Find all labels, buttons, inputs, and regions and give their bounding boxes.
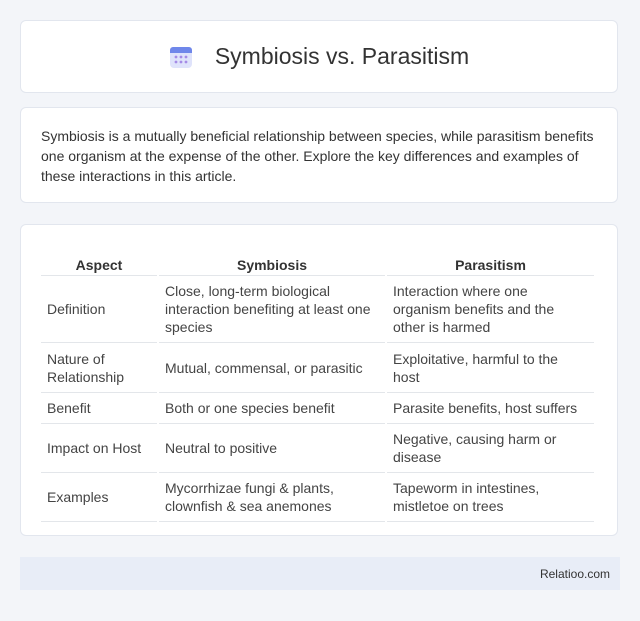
comparison-table — [39, 245, 596, 522]
page-title: Symbiosis vs. Parasitism — [214, 43, 470, 69]
header-aspect: Aspect — [41, 245, 157, 276]
cell-aspect: Impact on Host — [41, 424, 157, 473]
cell-aspect: Examples — [41, 473, 157, 522]
intro-text: Symbiosis is a mutually beneficial relationship between species, while parasitism benefits one organism at the expense of the other. Explore the key differences and examples of these interactions in this article. — [41, 128, 594, 184]
cell-symbiosis: Close, long-term biological interaction benefiting at least one species — [159, 276, 385, 343]
cell-symbiosis: Mutual, commensal, or parasitic — [159, 343, 385, 393]
table-row — [41, 393, 594, 424]
cell-symbiosis: Mycorrhizae fungi & plants, clownfish & sea anemones — [159, 473, 385, 522]
cell-parasitism: Interaction where one organism benefits and the other is harmed — [387, 276, 594, 343]
header-symbiosis: Symbiosis — [159, 245, 385, 276]
cell-aspect: Benefit — [41, 393, 157, 424]
title-wrap — [169, 43, 469, 70]
table-row — [41, 424, 594, 473]
cell-aspect: Definition — [41, 276, 157, 343]
cell-parasitism: Negative, causing harm or disease — [387, 424, 594, 473]
footer-site-link[interactable]: Relatioo.com — [539, 566, 610, 581]
header-card — [20, 20, 618, 93]
table-row — [41, 343, 594, 393]
table-row — [41, 276, 594, 343]
cell-aspect: Nature of Relationship — [41, 343, 157, 393]
comparison-card — [20, 224, 618, 536]
header-parasitism: Parasitism — [387, 245, 594, 276]
cell-symbiosis: Both or one species benefit — [159, 393, 385, 424]
intro-card — [20, 107, 618, 203]
footer — [20, 557, 620, 590]
table-row — [41, 473, 594, 522]
calendar-icon — [169, 45, 193, 69]
cell-parasitism: Exploitative, harmful to the host — [387, 343, 594, 393]
cell-parasitism: Parasite benefits, host suffers — [387, 393, 594, 424]
table-header-row — [41, 245, 594, 276]
cell-parasitism: Tapeworm in intestines, mistletoe on trees — [387, 473, 594, 522]
cell-symbiosis: Neutral to positive — [159, 424, 385, 473]
